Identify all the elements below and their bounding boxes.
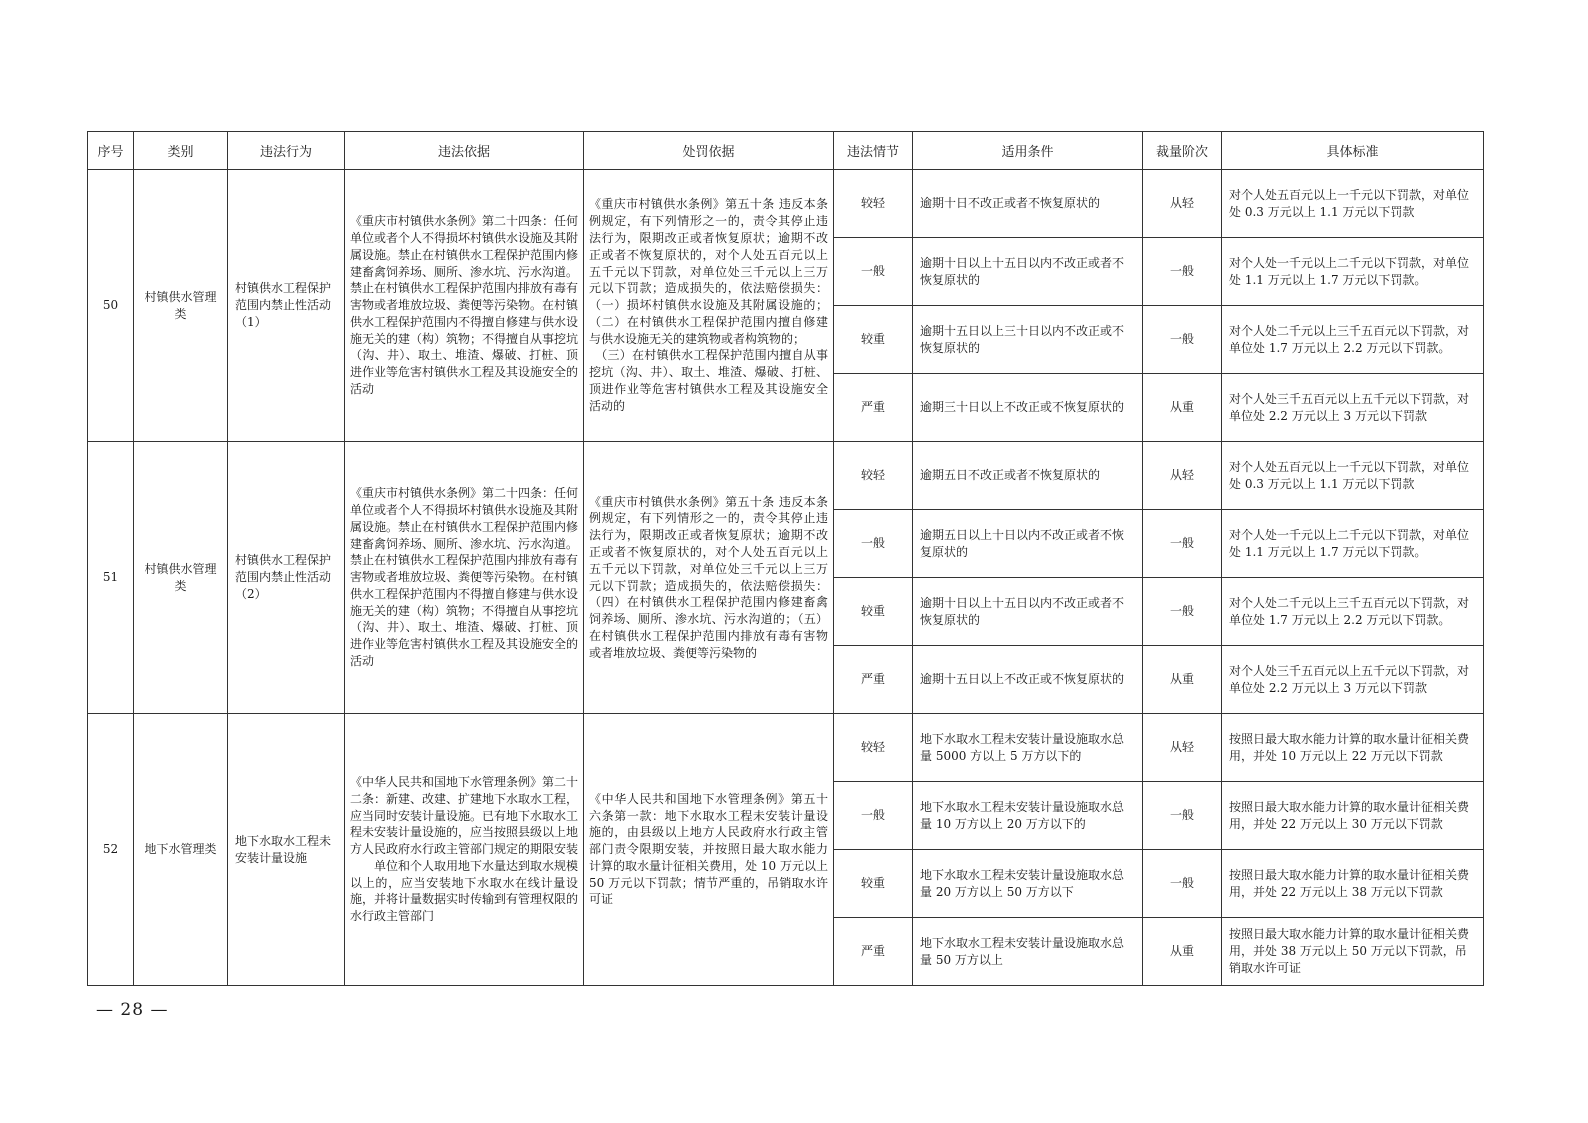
table-row	[88, 170, 1484, 238]
condition-cell: 逾期五日不改正或者不恢复原状的	[913, 442, 1143, 510]
penalty-basis	[584, 714, 834, 986]
severity-cell: 较重	[834, 850, 913, 918]
tier-cell: 一般	[1143, 782, 1222, 850]
tier-cell: 一般	[1143, 578, 1222, 646]
standard-cell: 按照日最大取水能力计算的取水量计征相关费用，并处 22 万元以上 30 万元以下罚款	[1222, 782, 1484, 850]
tier-cell: 一般	[1143, 238, 1222, 306]
penalty-basis-text: 《重庆市村镇供水条例》第五十条 违反本条例规定，有下列情形之一的，责令其停止违法行为，限期改正或者恢复原状；逾期不改正或者不恢复原状的，对个人处五百元以上五千元以下罚款，对单位处三千元以上三万元以下罚款；造成损失的，依法赔偿损失：（四）在村镇供水工程保护范围内修建畜禽饲养场、厕所、渗水坑、污水沟道的；（五）在村镇供水工程保护范围内排放有毒有害物或者堆放垃圾、粪便等污染物的	[589, 494, 828, 660]
standard-cell: 对个人处五百元以上一千元以下罚款，对单位处 0.3 万元以上 1.1 万元以下罚款	[1222, 442, 1484, 510]
condition-cell: 逾期十日不改正或者不恢复原状的	[913, 170, 1143, 238]
row-no: 51	[88, 442, 134, 714]
tier-cell: 从轻	[1143, 170, 1222, 238]
penalty-basis	[584, 442, 834, 714]
condition-cell: 逾期十五日以上三十日以内不改正或不恢复原状的	[913, 306, 1143, 374]
severity-cell: 一般	[834, 238, 913, 306]
condition-cell: 地下水取水工程未安装计量设施取水总量 50 万方以上	[913, 918, 1143, 986]
violation-basis-text: 《重庆市村镇供水条例》第二十四条：任何单位或者个人不得损坏村镇供水设施及其附属设施。禁止在村镇供水工程保护范围内修建畜禽饲养场、厕所、渗水坑、污水沟道。禁止在村镇供水工程保护范围内排放有毒有害物或者堆放垃圾、粪便等污染物。在村镇供水工程保护范围内不得擅自修建与供水设施无关的建（构）筑物；不得擅自从事挖坑（沟、井）、取土、堆渣、爆破、打桩、顶进作业等危害村镇供水工程及其设施安全的活动	[350, 486, 579, 669]
penalty-basis-text: 《中华人民共和国地下水管理条例》第五十六条第一款：地下水取水工程未安装计量设施的，由县级以上地方人民政府水行政主管部门责令限期安装，并按照日最大取水能力计算的取水量计征相关费用，处 10 万元以上 50 万元以下罚款；情节严重的，吊销取水许可证	[589, 791, 828, 907]
header-no: 序号	[88, 132, 134, 170]
tier-cell: 从重	[1143, 374, 1222, 442]
condition-cell: 地下水取水工程未安装计量设施取水总量 20 万方以上 50 万方以下	[913, 850, 1143, 918]
violation-basis	[345, 714, 584, 986]
condition-cell: 地下水取水工程未安装计量设施取水总量 10 万方以上 20 万方以下的	[913, 782, 1143, 850]
condition-cell: 逾期五日以上十日以内不改正或者不恢复原状的	[913, 510, 1143, 578]
penalty-standard-table	[87, 131, 1484, 986]
row-no: 52	[88, 714, 134, 986]
header-standard: 具体标准	[1222, 132, 1484, 170]
tier-cell: 从轻	[1143, 714, 1222, 782]
tier-cell: 一般	[1143, 306, 1222, 374]
penalty-basis	[584, 170, 834, 442]
standard-cell: 对个人处三千五百元以上五千元以下罚款，对单位处 2.2 万元以上 3 万元以下罚款	[1222, 646, 1484, 714]
condition-cell: 逾期十日以上十五日以内不改正或者不恢复原状的	[913, 238, 1143, 306]
standard-cell: 对个人处一千元以上二千元以下罚款，对单位处 1.1 万元以上 1.7 万元以下罚款。	[1222, 238, 1484, 306]
severity-cell: 严重	[834, 646, 913, 714]
standard-cell: 对个人处二千元以上三千五百元以下罚款，对单位处 1.7 万元以上 2.2 万元以下罚款。	[1222, 578, 1484, 646]
table-body	[88, 170, 1484, 986]
severity-cell: 较重	[834, 578, 913, 646]
tier-cell: 从重	[1143, 646, 1222, 714]
severity-cell: 较轻	[834, 170, 913, 238]
severity-cell: 严重	[834, 374, 913, 442]
penalty-basis-text: 《重庆市村镇供水条例》第五十条 违反本条例规定，有下列情形之一的，责令其停止违法行为，限期改正或者恢复原状；逾期不改正或者不恢复原状的，对个人处五百元以上五千元以下罚款，对单位处三千元以上三万元以下罚款；造成损失的，依法赔偿损失：（一）损坏村镇供水设施及其附属设施的；（二）在村镇供水工程保护范围内擅自修建与供水设施无关的建筑物或者构筑物的； （三）在村镇供水工程保护范围内擅自从事挖坑（沟、井）、取土、堆渣、爆破、打桩、顶进作业等危害村镇供水工程及其设施安全活动的	[589, 197, 828, 413]
standard-cell: 按照日最大取水能力计算的取水量计征相关费用，并处 22 万元以上 38 万元以下罚款	[1222, 850, 1484, 918]
standard-cell: 按照日最大取水能力计算的取水量计征相关费用，并处 38 万元以上 50 万元以下罚款，吊销取水许可证	[1222, 918, 1484, 986]
violation-basis	[345, 442, 584, 714]
violation-basis-text: 《中华人民共和国地下水管理条例》第二十二条：新建、改建、扩建地下水取水工程，应当同时安装计量设施。已有地下水取水工程未安装计量设施的，应当按照县级以上地方人民政府水行政主管部门规定的期限安装 单位和个人取用地下水量达到取水规模以上的，应当安装地下水取水在线计量设施，并将计量数据实时传输到有管理权限的水行政主管部门	[350, 774, 579, 924]
condition-cell: 地下水取水工程未安装计量设施取水总量 5000 方以上 5 万方以下的	[913, 714, 1143, 782]
standard-cell: 对个人处五百元以上一千元以下罚款，对单位处 0.3 万元以上 1.1 万元以下罚款	[1222, 170, 1484, 238]
severity-cell: 严重	[834, 918, 913, 986]
severity-cell: 一般	[834, 782, 913, 850]
tier-cell: 从轻	[1143, 442, 1222, 510]
standard-cell: 对个人处二千元以上三千五百元以下罚款，对单位处 1.7 万元以上 2.2 万元以下罚款。	[1222, 306, 1484, 374]
row-category: 村镇供水管理类	[134, 442, 228, 714]
severity-cell: 一般	[834, 510, 913, 578]
severity-cell: 较重	[834, 306, 913, 374]
severity-cell: 较轻	[834, 714, 913, 782]
row-category: 村镇供水管理类	[134, 170, 228, 442]
tier-cell: 一般	[1143, 850, 1222, 918]
condition-cell: 逾期十日以上十五日以内不改正或者不恢复原状的	[913, 578, 1143, 646]
severity-cell: 较轻	[834, 442, 913, 510]
standard-cell: 对个人处三千五百元以上五千元以下罚款，对单位处 2.2 万元以上 3 万元以下罚款	[1222, 374, 1484, 442]
violation-basis	[345, 170, 584, 442]
tier-cell: 一般	[1143, 510, 1222, 578]
header-tier: 裁量阶次	[1143, 132, 1222, 170]
row-behavior: 地下水取水工程未安装计量设施	[228, 714, 345, 986]
header-penalty-basis: 处罚依据	[584, 132, 834, 170]
row-behavior: 村镇供水工程保护范围内禁止性活动（2）	[228, 442, 345, 714]
row-behavior: 村镇供水工程保护范围内禁止性活动（1）	[228, 170, 345, 442]
tier-cell: 从重	[1143, 918, 1222, 986]
standard-cell: 按照日最大取水能力计算的取水量计征相关费用，并处 10 万元以上 22 万元以下罚款	[1222, 714, 1484, 782]
header-severity: 违法情节	[834, 132, 913, 170]
standard-cell: 对个人处一千元以上二千元以下罚款，对单位处 1.1 万元以上 1.7 万元以下罚款。	[1222, 510, 1484, 578]
table-row	[88, 442, 1484, 510]
condition-cell: 逾期十五日以上不改正或不恢复原状的	[913, 646, 1143, 714]
page-number: — 28 —	[96, 1000, 169, 1020]
row-no: 50	[88, 170, 134, 442]
header-violation-basis: 违法依据	[345, 132, 584, 170]
row-category: 地下水管理类	[134, 714, 228, 986]
table-row	[88, 714, 1484, 782]
condition-cell: 逾期三十日以上不改正或不恢复原状的	[913, 374, 1143, 442]
table-header-row	[88, 132, 1484, 170]
header-behavior: 违法行为	[228, 132, 345, 170]
violation-basis-text: 《重庆市村镇供水条例》第二十四条：任何单位或者个人不得损坏村镇供水设施及其附属设施。禁止在村镇供水工程保护范围内修建畜禽饲养场、厕所、渗水坑、污水沟道。禁止在村镇供水工程保护范围内排放有毒有害物或者堆放垃圾、粪便等污染物。在村镇供水工程保护范围内不得擅自修建与供水设施无关的建（构）筑物；不得擅自从事挖坑（沟、井）、取土、堆渣、爆破、打桩、顶进作业等危害村镇供水工程及其设施安全的活动	[350, 214, 579, 397]
header-category: 类别	[134, 132, 228, 170]
header-condition: 适用条件	[913, 132, 1143, 170]
